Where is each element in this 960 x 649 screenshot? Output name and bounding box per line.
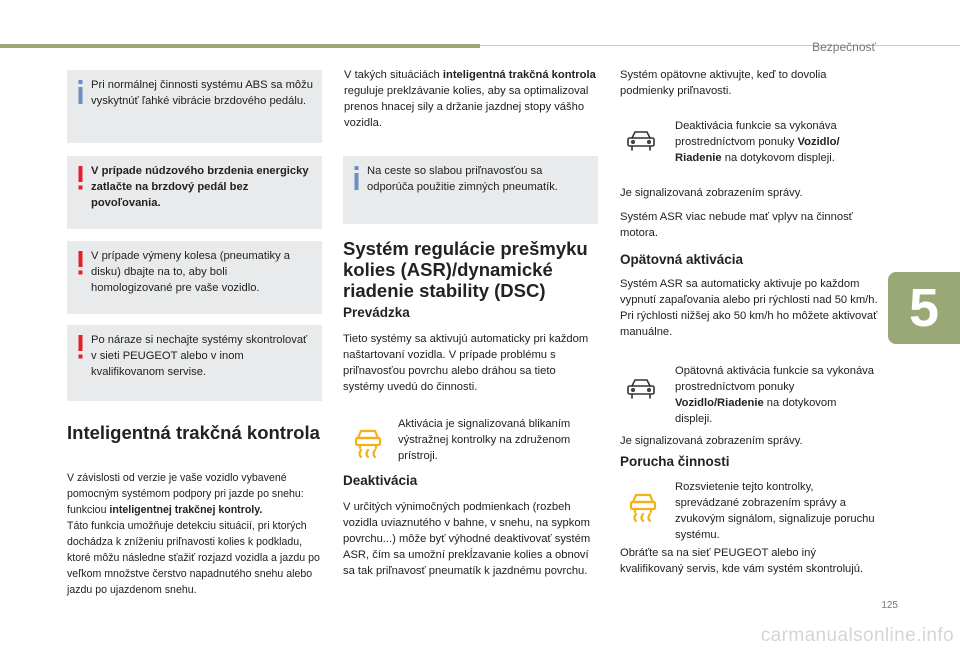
warning-icon <box>77 166 84 190</box>
info-icon <box>353 166 360 190</box>
warning-text: Po náraze si nechajte systémy skontrolovať v sieti PEUGEOT alebo v inom kvalifikovanom servise. <box>91 334 308 378</box>
menu-car-icon <box>625 378 657 400</box>
deactivation-paragraph: V určitých výnimočných podmienkach (rozbeh vozidla uviaznutého v bahne, v snehu, na sypkom povrchu...) môže byť výhodné deaktivovať systém ASR, čím sa umožní prekĺzavanie kolies a obnoví sa tak priľnavosť pneumatík k jazdnému povrchu. <box>343 501 591 577</box>
reactivation-menu-note <box>675 363 875 427</box>
info-box-tyres <box>343 156 598 224</box>
traction-paragraph <box>67 470 327 598</box>
warning-box-wheels <box>67 241 322 314</box>
signal-text-2: Je signalizovaná zobrazením správy. <box>620 435 803 447</box>
warning-text: V prípade núdzového brzdenia energicky zatlačte na brzdový pedál bez povoľovania. <box>91 165 309 209</box>
traction-lamp-icon <box>625 486 661 522</box>
info-icon <box>77 80 84 104</box>
heading-operation: Prevádzka <box>343 305 410 320</box>
intro-text-a: V takých situáciách <box>344 69 440 81</box>
react-note-b: na dotykovom displeji. <box>675 397 837 425</box>
heading-reactivation: Opätovná aktivácia <box>620 252 744 267</box>
react-note-bold: Vozidlo/Riadenie <box>675 397 764 409</box>
warning-icon <box>77 251 84 275</box>
intro-text-bold: inteligentná trakčná kontrola <box>442 69 596 81</box>
deact-note-b: na dotykovom displeji. <box>724 152 835 164</box>
fault-note: Rozsvietenie tejto kontrolky, sprevádzané zobrazením správy a zvukovým signálom, signalizuje poruchu systému. <box>675 481 875 541</box>
warning-icon <box>77 335 84 359</box>
chapter-tab[interactable] <box>888 272 960 344</box>
info-text: Na ceste so slabou priľnavosťou sa odporúča použitie zimných pneumatík. <box>367 165 558 193</box>
deactivation-menu-note <box>675 118 875 166</box>
info-box-abs <box>67 70 322 143</box>
intro-text-b: reguluje preklzávanie kolies, aby sa optimalizoval prenos hnacej sily a držanie jazdnej stopy vášho vozidla. <box>344 85 589 129</box>
warning-box-impact <box>67 325 322 401</box>
chapter-number: 5 <box>908 278 940 338</box>
warning-box-emergency <box>67 156 322 229</box>
menu-car-icon <box>625 130 657 152</box>
section-title: Bezpečnosť <box>812 40 876 54</box>
traction-lamp-icon <box>350 422 386 458</box>
traction-text-2: Táto funkcia umožňuje detekciu situácií, pri ktorých dochádza k zníženiu priľnavosti kolies k podkladu, ktoré môžu následne sťažiť rozjazd vozidla a jazdu po veľkom množstve čerstvo napadnutého snehu alebo jazdu po ujazdenom snehu. <box>67 520 320 596</box>
operation-paragraph: Tieto systémy sa aktivujú automaticky pri každom naštartovaní vozidla. V prípade problému s priľnavosťou povrchu alebo dráhou sa tieto systémy uvedú do činnosti. <box>343 333 589 393</box>
header-accent-rule <box>0 44 480 48</box>
no-effect-paragraph: Systém ASR viac nebude mať vplyv na činnosť motora. <box>620 211 853 239</box>
activation-note: Aktivácia je signalizovaná blikaním výstražnej kontrolky na združenom prístroji. <box>398 418 571 462</box>
reactivate-paragraph: Systém opätovne aktivujte, keď to dovolia podmienky priľnavosti. <box>620 69 827 97</box>
react-note-a: Opätovná aktivácia funkcie sa vykonáva prostredníctvom ponuky <box>675 365 874 393</box>
signal-text-1: Je signalizovaná zobrazením správy. <box>620 187 803 199</box>
header-rule <box>480 45 960 46</box>
heading-traction: Inteligentná trakčná kontrola <box>67 422 320 443</box>
reactivation-paragraph: Systém ASR sa automaticky aktivuje po každom vypnutí zapaľovania alebo pri rýchlosti nad 50 km/h. Pri rýchlosti nižšej ako 50 km/h ho môžete aktivovať manuálne. <box>620 278 878 338</box>
warning-text: V prípade výmeny kolesa (pneumatiky a disku) dbajte na to, aby boli homologizované pre vaše vozidlo. <box>91 250 290 294</box>
fault-paragraph: Obráťte sa na sieť PEUGEOT alebo iný kvalifikovaný servis, kde vám systém skontrolujú. <box>620 547 864 575</box>
traction-text-1: V závislosti od verzie je vaše vozidlo vybavené pomocným systémom podpory pri jazde po snehu: funkciou <box>67 472 304 516</box>
heading-asr-dsc: Systém regulácie prešmyku kolies (ASR)/dynamické riadenie stability (DSC) <box>343 238 588 301</box>
info-text: Pri normálnej činnosti systému ABS sa môžu vyskytnúť ľahké vibrácie brzdového pedálu. <box>91 79 313 107</box>
intro-paragraph <box>344 67 600 131</box>
watermark: carmanualsonline.info <box>760 625 954 646</box>
heading-deactivation: Deaktivácia <box>343 473 418 488</box>
deact-note-a: Deaktivácia funkcie sa vykonáva prostredníctvom ponuky <box>675 120 837 148</box>
traction-text-bold: inteligentnej trakčnej kontroly. <box>109 504 263 516</box>
heading-fault: Porucha činnosti <box>620 454 730 469</box>
page-number: 125 <box>881 600 898 611</box>
deact-note-bold: Vozidlo/ Riadenie <box>675 136 840 164</box>
